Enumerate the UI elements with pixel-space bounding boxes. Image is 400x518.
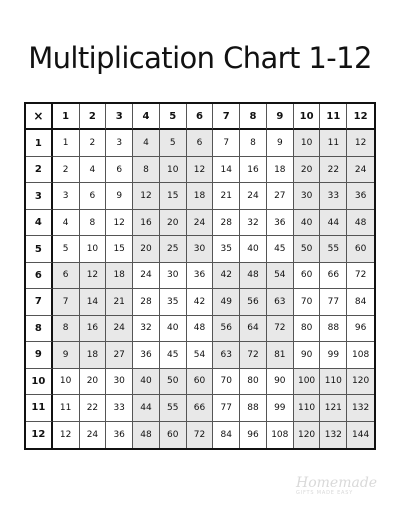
product-cell: 84 xyxy=(347,289,374,315)
product-cell: 3 xyxy=(106,130,133,156)
product-cell: 12 xyxy=(106,210,133,236)
column-header: 6 xyxy=(187,104,214,130)
product-cell: 100 xyxy=(294,369,321,395)
product-cell: 2 xyxy=(53,157,80,183)
product-cell: 25 xyxy=(160,236,187,262)
multiplication-table xyxy=(24,102,376,450)
product-cell: 20 xyxy=(294,157,321,183)
product-cell: 6 xyxy=(187,130,214,156)
product-cell: 70 xyxy=(213,369,240,395)
product-cell: 5 xyxy=(53,236,80,262)
row-header: 1 xyxy=(26,130,53,156)
product-cell: 24 xyxy=(187,210,214,236)
product-cell: 12 xyxy=(133,183,160,209)
row-header: 6 xyxy=(26,263,53,289)
product-cell: 32 xyxy=(240,210,267,236)
product-cell: 18 xyxy=(106,263,133,289)
product-cell: 11 xyxy=(320,130,347,156)
column-header: 8 xyxy=(240,104,267,130)
product-cell: 21 xyxy=(213,183,240,209)
product-cell: 36 xyxy=(267,210,294,236)
product-cell: 80 xyxy=(240,369,267,395)
column-header: 12 xyxy=(347,104,374,130)
watermark-line-2: GIFTS MADE EASY xyxy=(296,490,354,496)
product-cell: 18 xyxy=(187,183,214,209)
product-cell: 45 xyxy=(267,236,294,262)
product-cell: 49 xyxy=(213,289,240,315)
product-cell: 14 xyxy=(213,157,240,183)
product-cell: 2 xyxy=(80,130,107,156)
row-header: 4 xyxy=(26,210,53,236)
product-cell: 72 xyxy=(267,316,294,342)
product-cell: 110 xyxy=(294,395,321,421)
product-cell: 20 xyxy=(80,369,107,395)
product-cell: 27 xyxy=(267,183,294,209)
product-cell: 63 xyxy=(267,289,294,315)
product-cell: 12 xyxy=(80,263,107,289)
product-cell: 10 xyxy=(53,369,80,395)
product-cell: 22 xyxy=(320,157,347,183)
product-cell: 3 xyxy=(53,183,80,209)
product-cell: 99 xyxy=(267,395,294,421)
row-header: 10 xyxy=(26,369,53,395)
product-cell: 10 xyxy=(160,157,187,183)
product-cell: 24 xyxy=(80,422,107,448)
watermark-line-1: Homemade xyxy=(296,475,378,491)
product-cell: 15 xyxy=(106,236,133,262)
product-cell: 4 xyxy=(133,130,160,156)
product-cell: 72 xyxy=(240,342,267,368)
product-cell: 16 xyxy=(240,157,267,183)
product-cell: 45 xyxy=(160,342,187,368)
product-cell: 6 xyxy=(106,157,133,183)
product-cell: 56 xyxy=(213,316,240,342)
product-cell: 80 xyxy=(294,316,321,342)
product-cell: 36 xyxy=(133,342,160,368)
product-cell: 132 xyxy=(320,422,347,448)
product-cell: 84 xyxy=(213,422,240,448)
product-cell: 21 xyxy=(106,289,133,315)
product-cell: 60 xyxy=(160,422,187,448)
product-cell: 121 xyxy=(320,395,347,421)
product-cell: 5 xyxy=(160,130,187,156)
product-cell: 72 xyxy=(347,263,374,289)
product-cell: 33 xyxy=(320,183,347,209)
product-cell: 10 xyxy=(80,236,107,262)
product-cell: 32 xyxy=(133,316,160,342)
product-cell: 60 xyxy=(347,236,374,262)
product-cell: 35 xyxy=(213,236,240,262)
column-header: 7 xyxy=(213,104,240,130)
product-cell: 7 xyxy=(213,130,240,156)
product-cell: 64 xyxy=(240,316,267,342)
product-cell: 8 xyxy=(53,316,80,342)
product-cell: 99 xyxy=(320,342,347,368)
product-cell: 96 xyxy=(240,422,267,448)
product-cell: 96 xyxy=(347,316,374,342)
product-cell: 24 xyxy=(133,263,160,289)
row-header: 2 xyxy=(26,157,53,183)
product-cell: 30 xyxy=(187,236,214,262)
product-cell: 9 xyxy=(106,183,133,209)
column-header: 4 xyxy=(133,104,160,130)
product-cell: 27 xyxy=(106,342,133,368)
product-cell: 40 xyxy=(240,236,267,262)
product-cell: 81 xyxy=(267,342,294,368)
product-cell: 60 xyxy=(187,369,214,395)
product-cell: 35 xyxy=(160,289,187,315)
product-cell: 28 xyxy=(133,289,160,315)
product-cell: 8 xyxy=(240,130,267,156)
column-header: 9 xyxy=(267,104,294,130)
product-cell: 28 xyxy=(213,210,240,236)
product-cell: 42 xyxy=(213,263,240,289)
product-cell: 90 xyxy=(267,369,294,395)
product-cell: 18 xyxy=(80,342,107,368)
product-cell: 48 xyxy=(240,263,267,289)
product-cell: 11 xyxy=(53,395,80,421)
product-cell: 4 xyxy=(80,157,107,183)
product-cell: 33 xyxy=(106,395,133,421)
product-cell: 108 xyxy=(347,342,374,368)
product-cell: 1 xyxy=(53,130,80,156)
column-header: 2 xyxy=(80,104,107,130)
row-header: 9 xyxy=(26,342,53,368)
product-cell: 8 xyxy=(133,157,160,183)
product-cell: 6 xyxy=(80,183,107,209)
product-cell: 18 xyxy=(267,157,294,183)
product-cell: 132 xyxy=(347,395,374,421)
product-cell: 66 xyxy=(320,263,347,289)
product-cell: 30 xyxy=(106,369,133,395)
product-cell: 55 xyxy=(320,236,347,262)
product-cell: 12 xyxy=(347,130,374,156)
product-cell: 10 xyxy=(294,130,321,156)
product-cell: 120 xyxy=(294,422,321,448)
product-cell: 8 xyxy=(80,210,107,236)
product-cell: 9 xyxy=(53,342,80,368)
product-cell: 88 xyxy=(320,316,347,342)
product-cell: 66 xyxy=(187,395,214,421)
product-cell: 22 xyxy=(80,395,107,421)
column-header: 5 xyxy=(160,104,187,130)
product-cell: 48 xyxy=(347,210,374,236)
product-cell: 77 xyxy=(213,395,240,421)
product-cell: 40 xyxy=(160,316,187,342)
product-cell: 55 xyxy=(160,395,187,421)
product-cell: 7 xyxy=(53,289,80,315)
row-header: 5 xyxy=(26,236,53,262)
product-cell: 42 xyxy=(187,289,214,315)
product-cell: 30 xyxy=(160,263,187,289)
product-cell: 48 xyxy=(133,422,160,448)
row-header: 8 xyxy=(26,316,53,342)
product-cell: 90 xyxy=(294,342,321,368)
product-cell: 63 xyxy=(213,342,240,368)
product-cell: 40 xyxy=(133,369,160,395)
product-cell: 54 xyxy=(187,342,214,368)
product-cell: 36 xyxy=(347,183,374,209)
product-cell: 30 xyxy=(294,183,321,209)
product-cell: 20 xyxy=(133,236,160,262)
row-header: 12 xyxy=(26,422,53,448)
product-cell: 77 xyxy=(320,289,347,315)
product-cell: 36 xyxy=(187,263,214,289)
column-header: 10 xyxy=(294,104,321,130)
product-cell: 12 xyxy=(53,422,80,448)
product-cell: 24 xyxy=(240,183,267,209)
product-cell: 12 xyxy=(187,157,214,183)
product-cell: 120 xyxy=(347,369,374,395)
column-header: 1 xyxy=(53,104,80,130)
product-cell: 48 xyxy=(187,316,214,342)
product-cell: 108 xyxy=(267,422,294,448)
product-cell: 50 xyxy=(160,369,187,395)
column-header: 3 xyxy=(106,104,133,130)
product-cell: 36 xyxy=(106,422,133,448)
product-cell: 16 xyxy=(80,316,107,342)
product-cell: 70 xyxy=(294,289,321,315)
product-cell: 4 xyxy=(53,210,80,236)
product-cell: 9 xyxy=(267,130,294,156)
product-cell: 56 xyxy=(240,289,267,315)
product-cell: 16 xyxy=(133,210,160,236)
product-cell: 88 xyxy=(240,395,267,421)
product-cell: 20 xyxy=(160,210,187,236)
product-cell: 44 xyxy=(133,395,160,421)
column-header: 11 xyxy=(320,104,347,130)
product-cell: 144 xyxy=(347,422,374,448)
product-cell: 50 xyxy=(294,236,321,262)
product-cell: 60 xyxy=(294,263,321,289)
product-cell: 72 xyxy=(187,422,214,448)
row-header: 3 xyxy=(26,183,53,209)
product-cell: 110 xyxy=(320,369,347,395)
product-cell: 44 xyxy=(320,210,347,236)
row-header: 7 xyxy=(26,289,53,315)
row-header: 11 xyxy=(26,395,53,421)
watermark-logo xyxy=(296,476,386,496)
page-title: Multiplication Chart 1-12 xyxy=(28,41,372,75)
product-cell: 24 xyxy=(347,157,374,183)
corner-cell: × xyxy=(26,104,53,130)
product-cell: 14 xyxy=(80,289,107,315)
product-cell: 15 xyxy=(160,183,187,209)
product-cell: 40 xyxy=(294,210,321,236)
product-cell: 6 xyxy=(53,263,80,289)
product-cell: 54 xyxy=(267,263,294,289)
product-cell: 24 xyxy=(106,316,133,342)
